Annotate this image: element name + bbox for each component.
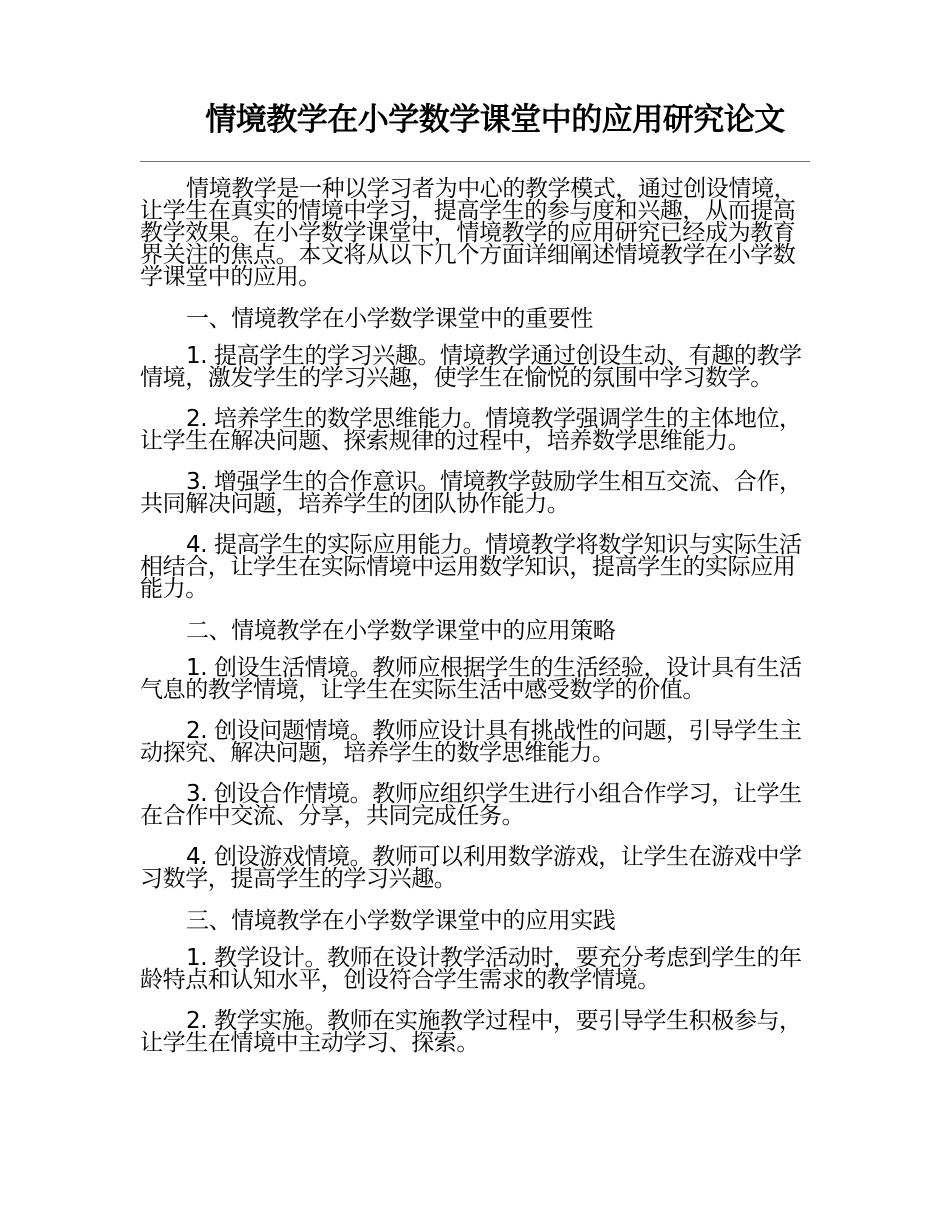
document-body (140, 178, 810, 1073)
section-heading: 二、情境教学在小学数学课堂中的应用策略 (186, 618, 616, 644)
list-item: 4. 提高学生的实际应用能力。情境教学将数学知识与实际生活相结合，让学生在实际情境中运用数学知识，提高学生的实际应用能力。 (140, 532, 802, 602)
list-item: 1. 创设生活情境。教师应根据学生的生活经验，设计具有生活气息的教学情境，让学生在实际生活中感受数学的价值。 (140, 655, 802, 703)
title-block (140, 102, 810, 138)
list-item: 2. 教学实施。教师在实施教学过程中，要引导学生积极参与，让学生在情境中主动学习、探索。 (140, 1008, 802, 1056)
list-item: 3. 创设合作情境。教师应组织学生进行小组合作学习，让学生在合作中交流、分享，共同完成任务。 (140, 781, 802, 829)
list-item: 3. 增强学生的合作意识。情境教学鼓励学生相互交流、合作，共同解决问题，培养学生的团队协作能力。 (140, 469, 802, 517)
list-item: 4. 创设游戏情境。教师可以利用数学游戏，让学生在游戏中学习数学，提高学生的学习兴趣。 (140, 844, 802, 892)
section-heading: 一、情境教学在小学数学课堂中的重要性 (186, 306, 593, 332)
list-item: 2. 创设问题情境。教师应设计具有挑战性的问题，引导学生主动探究、解决问题，培养学生的数学思维能力。 (140, 718, 802, 766)
list-item: 1. 教学设计。教师在设计教学活动时，要充分考虑到学生的年龄特点和认知水平，创设符合学生需求的教学情境。 (140, 945, 802, 993)
list-item: 1. 提高学生的学习兴趣。情境教学通过创设生动、有趣的教学情境，激发学生的学习兴趣，使学生在愉悦的氛围中学习数学。 (140, 343, 802, 391)
section-heading: 三、情境教学在小学数学课堂中的应用实践 (186, 908, 616, 934)
page-title: 情境教学在小学数学课堂中的应用研究论文 (205, 102, 785, 138)
list-item: 2. 培养学生的数学思维能力。情境教学强调学生的主体地位，让学生在解决问题、探索规律的过程中，培养数学思维能力。 (140, 406, 802, 454)
intro-paragraph: 情境教学是一种以学习者为中心的教学模式，通过创设情境，让学生在真实的情境中学习，提高学生的参与度和兴趣，从而提高教学效果。在小学数学课堂中，情境教学的应用研究已经成为教育界关注的焦点。本文将从以下几个方面详细阐述情境教学在小学数学课堂中的应用。 (140, 176, 797, 290)
title-divider (140, 161, 810, 162)
